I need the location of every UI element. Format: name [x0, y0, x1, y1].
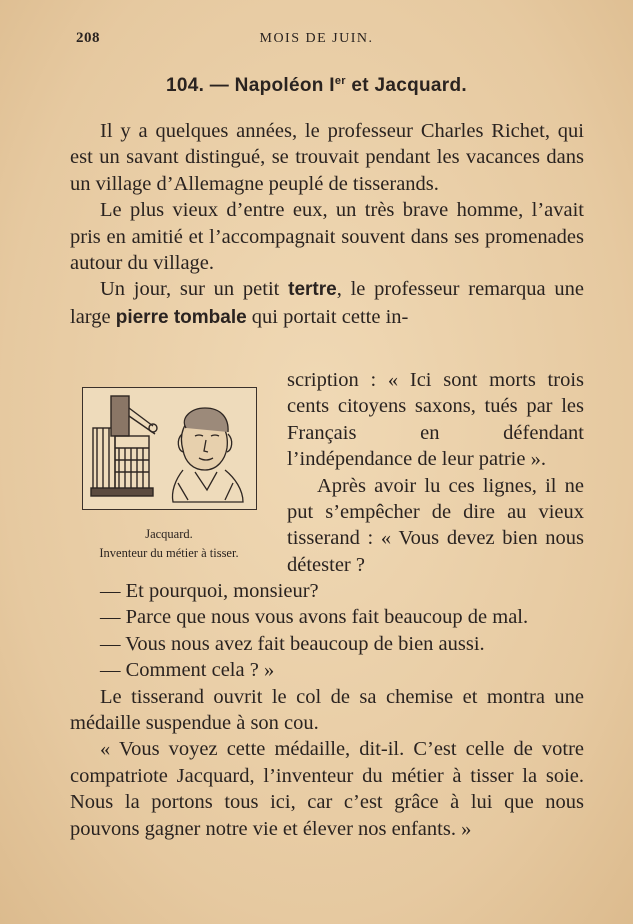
chapter-title-rest: et Jacquard.	[345, 75, 467, 96]
jacquard-illustration	[82, 387, 257, 510]
caption-description: Inventeur du métier à tisser.	[99, 546, 239, 560]
paragraph-6: « Vous voyez cette médaille, dit-il. C’est celle de votre compatriote Jacquard, l’inventeur du métier à tisser la soie. Nous la portons tous ici, car c’est grâce à lui que nous pouvons gagner notre vie et élever nos enfants. »	[70, 738, 584, 840]
paragraph-2: Le plus vieux d’entre eux, un très brave homme, l’avait pris en amitié et l’accompagnait souvent dans ses promenades autour du village.	[70, 199, 584, 275]
paragraph-4: Après avoir lu ces lignes, il ne put s’empêcher de dire au vieux tisserand : « Vous devez bien nous détester ?	[287, 474, 584, 576]
paragraph-3	[70, 276, 584, 331]
running-title: MOIS DE JUIN.	[259, 31, 374, 46]
running-head	[0, 30, 633, 52]
dialogue-line-3: — Vous nous avez fait beaucoup de bien aussi.	[100, 632, 485, 655]
paragraph-3-text-b: , le professeur remarqua une large	[70, 278, 584, 328]
dialogue-line-1: — Et pourquoi, monsieur?	[100, 580, 319, 602]
dialogue-line-4: — Comment cela ? »	[100, 659, 275, 682]
figure-caption	[60, 525, 278, 563]
chapter-title	[0, 75, 633, 97]
paragraph-3-text-c: qui portait cette in-	[246, 305, 409, 328]
page-number: 208	[76, 30, 100, 46]
chapter-title-main: 104. — Napoléon I	[166, 75, 335, 96]
term-tertre: tertre	[288, 279, 337, 301]
loom-and-portrait-engraving	[83, 388, 256, 509]
text-block-beside-figure	[287, 367, 584, 578]
paragraph-3-continued: scription : « Ici sont morts trois cents citoyens saxons, tués par les Français en défendant l’indépendance de leur patrie ».	[287, 369, 584, 471]
text-block-bottom	[70, 578, 584, 842]
caption-name: Jacquard.	[145, 527, 193, 541]
paragraph-5: Le tisserand ouvrit le col de sa chemise et montra une médaille suspendue à son cou.	[70, 685, 584, 735]
term-pierre-tombale: pierre tombale	[115, 306, 247, 328]
paragraph-1: Il y a quelques années, le professeur Charles Richet, qui est un savant distingué, se trouvait pendant les vacances dans un village d’Allemagne peuplé de tisserands.	[70, 120, 584, 195]
text-block-top	[70, 118, 584, 331]
dialogue-line-2: — Parce que nous vous avons fait beaucoup de mal.	[100, 606, 529, 629]
paragraph-3-text-a: Un jour, sur un petit	[100, 278, 289, 301]
chapter-title-superscript: er	[334, 75, 346, 87]
